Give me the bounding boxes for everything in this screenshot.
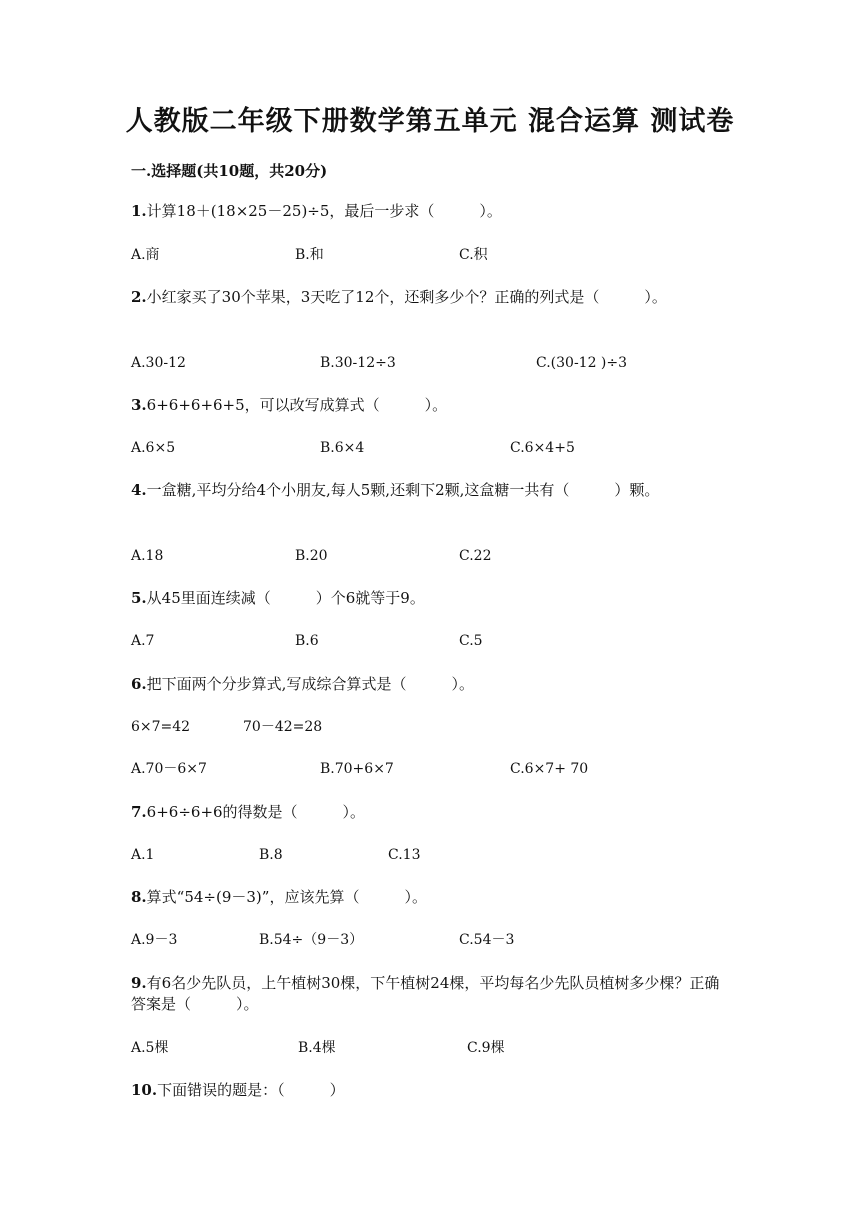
question-1-options <box>131 244 731 266</box>
question-text: 下面错误的题是：（ ） <box>157 1081 345 1099</box>
question-9-options <box>131 1037 731 1059</box>
option-a[interactable]: A.18 <box>131 548 164 564</box>
question-3-options <box>131 437 731 459</box>
question-6 <box>131 674 721 695</box>
option-b[interactable]: B.6 <box>295 633 319 649</box>
question-text: 6+6÷6+6的得数是（ ）。 <box>146 803 366 821</box>
question-2 <box>131 287 721 308</box>
question-text: 小红家买了30个苹果，3天吃了12个，还剩多少个？正确的列式是（ ）。 <box>146 288 667 306</box>
option-a[interactable]: A.6×5 <box>131 440 176 456</box>
question-5 <box>131 588 721 609</box>
page-title: 人教版二年级下册数学第五单元 混合运算 测试卷 <box>125 106 735 137</box>
option-b[interactable]: B.70+6×7 <box>320 761 394 777</box>
question-text: 有6名少先队员，上午植树30棵，下午植树24棵，平均每名少先队员植树多少棵？正确答案是（ ）。 <box>131 974 720 1013</box>
question-text: 从45里面连续减（ ）个6就等于9。 <box>146 589 425 607</box>
option-b[interactable]: B.54÷（9－3） <box>259 932 364 948</box>
option-c[interactable]: C.5 <box>459 633 483 649</box>
question-number: 1. <box>131 202 147 220</box>
option-c[interactable]: C.6×7+ 70 <box>510 761 589 777</box>
question-number: 8. <box>131 888 147 906</box>
option-b[interactable]: B.8 <box>259 847 283 863</box>
option-b[interactable]: B.20 <box>295 548 328 564</box>
option-c[interactable]: C.13 <box>388 847 421 863</box>
question-number: 6. <box>131 675 147 693</box>
question-text: 算式“54÷(9－3)”，应该先算（ ）。 <box>146 888 427 906</box>
question-number: 7. <box>131 803 147 821</box>
option-c[interactable]: C.6×4+5 <box>510 440 575 456</box>
question-9 <box>131 973 721 1015</box>
question-8 <box>131 887 721 908</box>
option-b[interactable]: B.6×4 <box>320 440 365 456</box>
question-number: 9. <box>131 974 147 992</box>
option-a[interactable]: A.30-12 <box>131 355 186 371</box>
option-a[interactable]: A.5棵 <box>131 1040 169 1056</box>
question-4 <box>131 480 721 501</box>
question-7 <box>131 802 721 823</box>
question-text: 把下面两个分步算式,写成综合算式是（ ）。 <box>146 675 474 693</box>
question-number: 2. <box>131 288 147 306</box>
question-6-steps <box>131 716 731 738</box>
question-8-options <box>131 929 731 951</box>
option-c[interactable]: C.54－3 <box>459 932 515 948</box>
question-2-options <box>131 352 731 374</box>
step-equation-1: 6×7=42 <box>131 719 191 735</box>
option-a[interactable]: A.1 <box>131 847 155 863</box>
question-number: 10. <box>131 1081 158 1099</box>
option-c[interactable]: C.22 <box>459 548 492 564</box>
step-equation-2: 70－42=28 <box>243 719 323 735</box>
question-6-options <box>131 758 731 780</box>
question-5-options <box>131 630 731 652</box>
question-text: 一盒糖,平均分给4个小朋友,每人5颗,还剩下2颗,这盒糖一共有（ ）颗。 <box>146 481 660 499</box>
question-text: 6+6+6+6+5，可以改写成算式（ ）。 <box>146 396 448 414</box>
option-c[interactable]: C.积 <box>459 247 488 263</box>
option-b[interactable]: B.30-12÷3 <box>320 355 396 371</box>
question-10 <box>131 1080 721 1101</box>
question-7-options <box>131 844 731 866</box>
option-c[interactable]: C.9棵 <box>467 1040 505 1056</box>
question-3 <box>131 395 721 416</box>
question-number: 3. <box>131 396 147 414</box>
section-heading: 一.选择题(共10题，共20分) <box>131 162 328 180</box>
question-number: 4. <box>131 481 147 499</box>
question-text: 计算18＋(18×25－25)÷5，最后一步求（ ）。 <box>146 202 502 220</box>
option-a[interactable]: A.7 <box>131 633 155 649</box>
option-b[interactable]: B.和 <box>295 247 324 263</box>
question-1 <box>131 201 721 222</box>
question-4-options <box>131 545 731 567</box>
option-b[interactable]: B.4棵 <box>298 1040 336 1056</box>
question-number: 5. <box>131 589 147 607</box>
option-c[interactable]: C.(30-12 )÷3 <box>536 355 628 371</box>
option-a[interactable]: A.商 <box>131 247 160 263</box>
option-a[interactable]: A.70－6×7 <box>131 761 207 777</box>
option-a[interactable]: A.9－3 <box>131 932 178 948</box>
